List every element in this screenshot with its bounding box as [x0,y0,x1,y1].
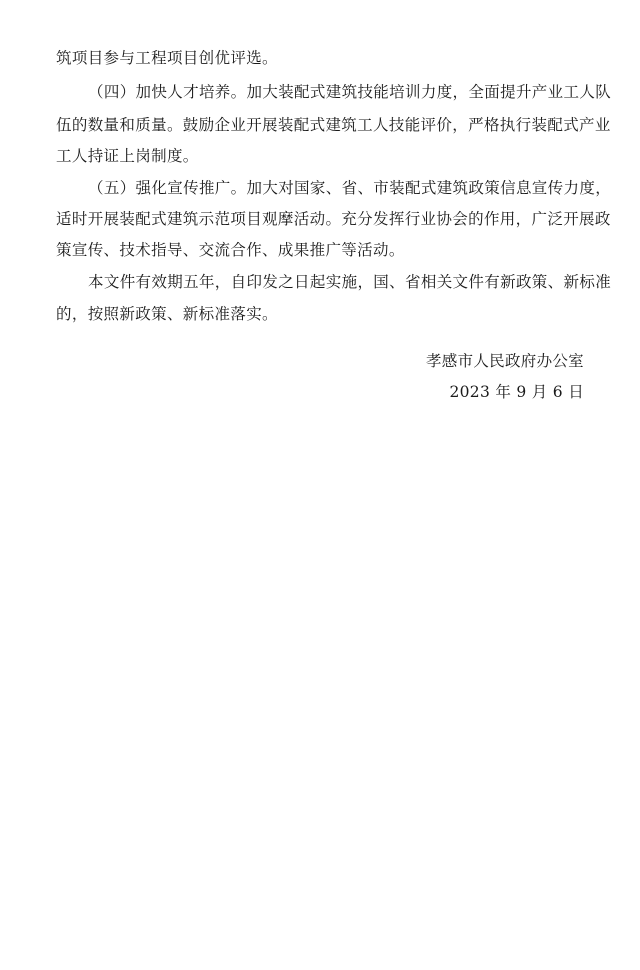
issuer-name: 孝感市人民政府办公室 [425,352,584,370]
paragraph-line: 策宣传、技术指导、交流合作、成果推广等活动。 [56,241,405,259]
paragraph-line: 的，按照新政策、新标准落实。 [56,305,278,323]
paragraph-line: 适时开展装配式建筑示范项目观摩活动。充分发挥行业协会的作用，广泛开展政 [56,210,611,228]
paragraph-line: 伍的数量和质量。鼓励企业开展装配式建筑工人技能评价，严格执行装配式产业 [56,116,611,134]
paragraph-line: （五）强化宣传推广。加大对国家、省、市装配式建筑政策信息宣传力度， [88,179,612,197]
paragraph-line: 筑项目参与工程项目创优评选。 [56,49,278,67]
paragraph-line: 本文件有效期五年，自印发之日起实施，国、省相关文件有新政策、新标准 [88,273,612,291]
paragraph-line: （四）加快人才培养。加大装配式建筑技能培训力度，全面提升产业工人队 [88,83,612,101]
issue-date: 2023 年 9 月 6 日 [449,383,584,401]
paragraph-line: 工人持证上岗制度。 [56,147,199,165]
